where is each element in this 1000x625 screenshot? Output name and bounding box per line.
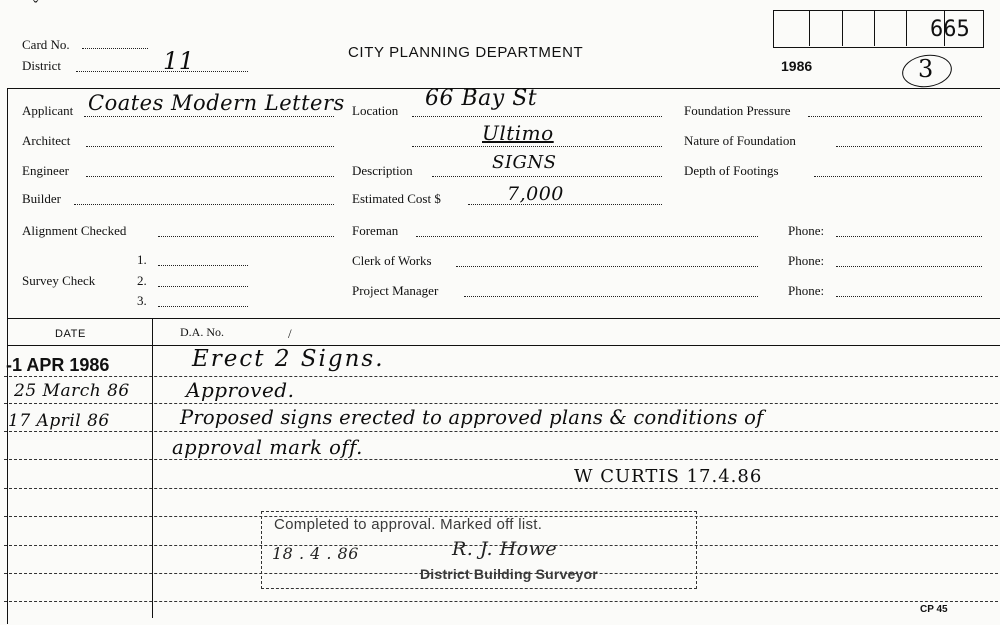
survey-number-3: 3. [137,293,147,308]
applicant-value: Coates Modern Letters [88,91,345,115]
cost-dotted-line [468,204,662,205]
log-entry-date-1: -1 APR 1986 [6,355,110,375]
clerk-dotted-line [456,266,758,267]
da-label: D.A. No. [180,325,224,339]
date-header: DATE [55,328,86,340]
architect-label: Architect [22,133,71,148]
foundation-pressure-dotted-line [808,116,982,117]
depth-footings-label: Depth of Footings [684,163,779,178]
nature-foundation-dotted-line [836,146,982,147]
depth-footings-dotted-line [814,176,982,177]
phone-label-3: Phone: [788,283,825,298]
description-label: Description [352,163,413,178]
tick-mark: ˇ [33,0,39,15]
stamp-signature: R. J. Howe [452,538,558,560]
circled-number-value: 3 [918,55,934,83]
pm-dotted-line [464,296,758,297]
phone-label-1: Phone: [788,223,825,238]
cost-value: 7,000 [507,183,564,205]
survey-dotted-line-1 [158,265,248,266]
clerk-label: Clerk of Works [352,253,432,268]
card-no-label: Card No. [22,37,70,52]
phone-dotted-line-2 [836,266,982,267]
survey-dotted-line-3 [158,306,248,307]
architect-dotted-line [86,146,334,147]
log-top-rule [7,318,1000,319]
engineer-dotted-line [86,176,334,177]
builder-label: Builder [22,191,61,206]
survey-dotted-line-2 [158,286,248,287]
foreman-dotted-line [416,236,758,237]
card-no-dotted-line [82,48,148,49]
phone-dotted-line-1 [836,236,982,237]
alignment-label: Alignment Checked [22,223,127,238]
log-entry-date-3: 17 April 86 [8,411,110,431]
card-number: 665 [930,17,970,42]
builder-dotted-line [74,204,334,205]
phone-dotted-line-3 [836,296,982,297]
phone-label-2: Phone: [788,253,825,268]
foundation-pressure-label: Foundation Pressure [684,103,791,118]
stamp-line-1: Completed to approval. Marked off list. [274,516,543,533]
description-dotted-line [432,176,662,177]
log-entry-text-3: Proposed signs erected to approved plans & conditions of [180,406,764,429]
location-value-line2: Ultimo [482,121,554,145]
foreman-label: Foreman [352,223,399,238]
applicant-dotted-line [84,116,334,117]
log-header-rule [7,345,1000,346]
form-code: CP 45 [920,604,948,615]
cost-label: Estimated Cost $ [352,191,441,206]
location-value-line1: 66 Bay St [425,86,538,111]
log-entry-date-2: 25 March 86 [14,381,130,401]
nature-foundation-label: Nature of Foundation [684,133,796,148]
log-entry-text-4: approval mark off. [172,436,363,459]
survey-number-2: 2. [137,273,147,288]
inspector-signature: W CURTIS 17.4.86 [574,466,763,487]
district-value: 11 [163,47,195,75]
location-dotted-line-2 [412,146,662,147]
log-entry-text-2: Approved. [186,378,295,402]
pm-label: Project Manager [352,283,439,298]
location-dotted-line-1 [412,116,662,117]
log-entry-text-1: Erect 2 Signs. [192,346,385,372]
stamp-date: 18 . 4 . 86 [272,544,359,563]
location-label: Location [352,103,399,118]
year: 1986 [781,58,813,74]
survey-label: Survey Check [22,273,96,288]
applicant-label: Applicant [22,103,74,118]
department-title: CITY PLANNING DEPARTMENT [348,44,584,61]
district-label: District [22,58,61,73]
approval-stamp [261,511,697,589]
stamp-line-3: District Building Surveyor [420,566,598,582]
engineer-label: Engineer [22,163,69,178]
district-dotted-line [76,71,248,72]
description-value: SIGNS [492,152,557,173]
alignment-dotted-line [158,236,334,237]
survey-number-1: 1. [137,252,147,267]
da-value: / [288,326,292,341]
